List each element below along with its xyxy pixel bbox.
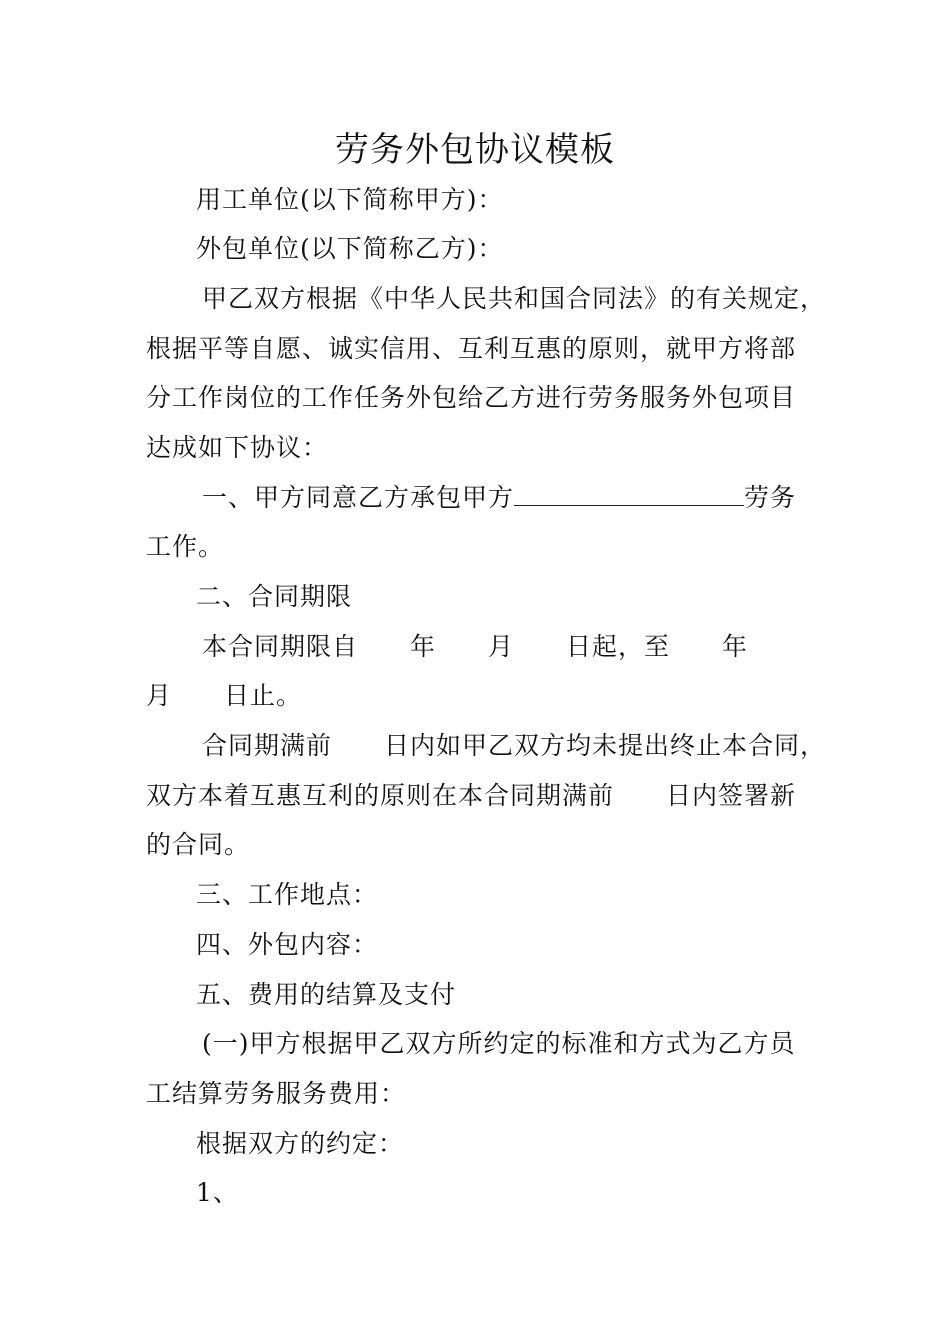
list-item: 1、 xyxy=(196,1178,239,1207)
paragraph-line: 根据双方的约定： xyxy=(196,1129,405,1158)
paragraph-line: 分工作岗位的工作任务外包给乙方进行劳务服务外包项目 xyxy=(146,383,797,412)
blank-underline xyxy=(514,483,744,506)
paragraph-line: 工作。 xyxy=(146,532,225,561)
paragraph-line: 双方本着互惠互利的原则在本合同期满前 日内签署新 xyxy=(146,781,797,810)
clause-one-text: 一、甲方同意乙方承包甲方 xyxy=(202,483,515,512)
paragraph-line: 月 日止。 xyxy=(146,681,303,710)
party-a-line: 用工单位(以下简称甲方)： xyxy=(196,185,504,214)
paragraph-line: 工结算劳务服务费用： xyxy=(146,1079,407,1108)
section-heading: 四、外包内容： xyxy=(196,930,379,959)
paragraph-line: 合同期满前 日内如甲乙双方均未提出终止本合同， xyxy=(202,731,827,760)
paragraph-line: 根据平等自愿、诚实信用、互利互惠的原则，就甲方将部 xyxy=(146,334,797,363)
section-heading: 五、费用的结算及支付 xyxy=(196,980,457,1009)
paragraph-line: 达成如下协议： xyxy=(146,433,329,462)
paragraph-line: 的合同。 xyxy=(146,830,251,859)
party-b-line: 外包单位(以下简称乙方)： xyxy=(196,234,504,263)
paragraph-line: 本合同期限自 年 月 日起，至 年 xyxy=(202,632,749,661)
section-heading: 三、工作地点： xyxy=(196,880,379,909)
clause-one-line xyxy=(202,481,796,515)
paragraph-line: (一)甲方根据甲乙双方所约定的标准和方式为乙方员 xyxy=(202,1029,796,1058)
paragraph-line: 甲乙双方根据《中华人民共和国合同法》的有关规定， xyxy=(202,284,827,313)
document-title: 劳务外包协议模板 xyxy=(335,130,615,170)
section-heading: 二、合同期限 xyxy=(196,582,353,611)
clause-one-suffix: 劳务 xyxy=(744,483,797,512)
